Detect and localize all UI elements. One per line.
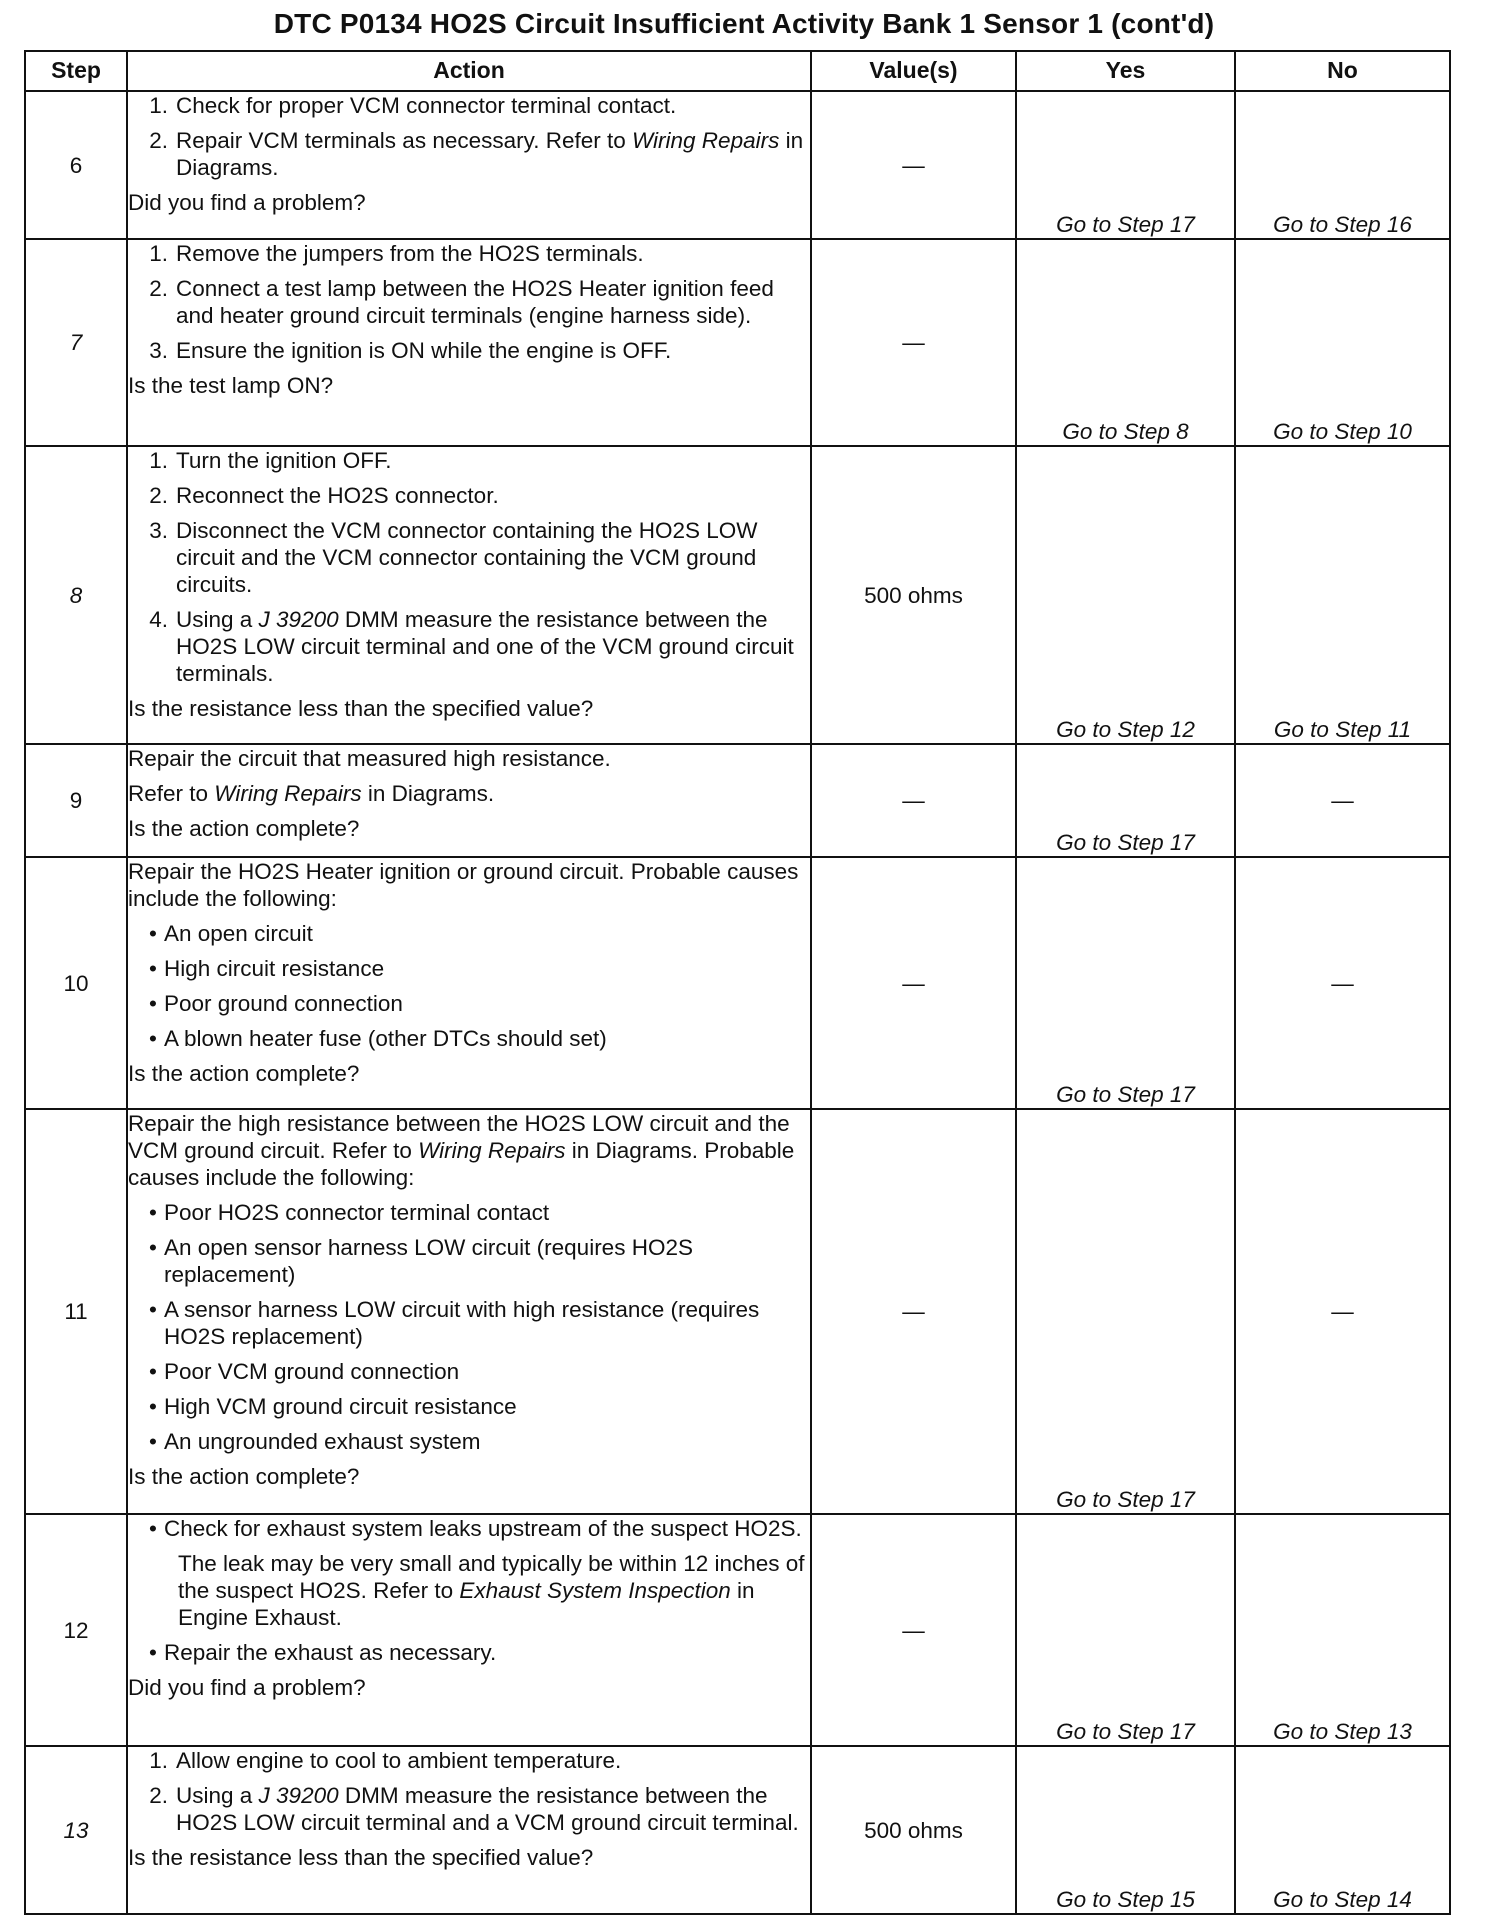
cause-item: Poor ground connection [164,991,403,1016]
list-marker: 3. [149,518,168,543]
no-cell: — [1235,1109,1450,1514]
value-cell: 500 ohms [811,446,1016,744]
value-cell: — [811,1514,1016,1746]
question-text: Is the action complete? [128,1464,360,1489]
no-cell: Go to Step 10 [1235,239,1450,446]
bullet: • [149,1297,157,1322]
reference-link: Wiring Repairs [214,781,362,806]
header-no: No [1235,51,1450,91]
cause-item: High VCM ground circuit resistance [164,1394,517,1419]
action-cell [127,239,811,446]
reference-link: Wiring Repairs [418,1138,566,1163]
cause-item: An open sensor harness LOW circuit (requires HO2S replacement) [164,1235,693,1287]
yes-cell: Go to Step 17 [1016,857,1235,1109]
action-text: Disconnect the VCM connector containing the HO2S LOW circuit and the VCM connector containing the VCM ground circuits. [176,518,758,597]
table-row-step-9 [25,744,1450,857]
action-text: Ensure the ignition is ON while the engine is OFF. [176,338,672,363]
step-number: 11 [25,1109,127,1514]
step-number: 12 [25,1514,127,1746]
cause-item: A blown heater fuse (other DTCs should set) [164,1026,607,1051]
yes-cell: Go to Step 17 [1016,744,1235,857]
table-row-step-12 [25,1514,1450,1746]
list-marker: 1. [149,93,168,118]
question-text: Is the resistance less than the specified value? [128,1845,594,1870]
cause-item: An ungrounded exhaust system [164,1429,481,1454]
tool-reference: J 39200 [258,607,339,632]
no-cell: Go to Step 13 [1235,1514,1450,1746]
table-header-row [25,51,1450,91]
yes-cell: Go to Step 17 [1016,1514,1235,1746]
no-cell: Go to Step 16 [1235,91,1450,239]
action-cell [127,446,811,744]
bullet: • [149,1394,157,1419]
action-cell [127,1514,811,1746]
bullet: • [149,1429,157,1454]
list-marker: 2. [149,128,168,153]
question-text: Is the resistance less than the specified value? [128,696,594,721]
bullet: • [149,991,157,1016]
action-text: Using a J 39200 DMM measure the resistance between the HO2S LOW circuit terminal and one of the VCM ground circuit terminals. [176,607,794,686]
header-values: Value(s) [811,51,1016,91]
bullet: • [149,1640,157,1665]
step-number: 9 [25,744,127,857]
yes-cell: Go to Step 12 [1016,446,1235,744]
bullet: • [149,1026,157,1051]
action-cell [127,1109,811,1514]
step-number: 6 [25,91,127,239]
action-text: Repair the high resistance between the HO2S LOW circuit and the VCM ground circuit. Refer to Wiring Repairs in Diagrams. Probable causes include the following: [128,1111,795,1190]
no-cell: — [1235,857,1450,1109]
value-cell: — [811,857,1016,1109]
question-text: Did you find a problem? [128,190,366,215]
bullet: • [149,956,157,981]
header-step: Step [25,51,127,91]
action-text: Check for exhaust system leaks upstream of the suspect HO2S. [164,1516,802,1541]
cause-item: High circuit resistance [164,956,385,981]
action-text: Repair VCM terminals as necessary. Refer to Wiring Repairs in Diagrams. [176,128,804,180]
action-text: Repair the HO2S Heater ignition or ground circuit. Probable causes include the following: [128,859,799,911]
action-text: The leak may be very small and typically be within 12 inches of the suspect HO2S. Refer to Exhaust System Inspection in Engine Exhaust. [178,1551,805,1630]
tool-reference: J 39200 [258,1783,339,1808]
list-marker: 1. [149,448,168,473]
question-text: Did you find a problem? [128,1675,366,1700]
bullet: • [149,1235,157,1260]
bullet: • [149,921,157,946]
cause-item: A sensor harness LOW circuit with high resistance (requires HO2S replacement) [164,1297,760,1349]
cause-item: An open circuit [164,921,313,946]
question-text: Is the action complete? [128,816,360,841]
list-marker: 2. [149,483,168,508]
action-text: Connect a test lamp between the HO2S Heater ignition feed and heater ground circuit terminals (engine harness side). [176,276,774,328]
yes-cell: Go to Step 17 [1016,1109,1235,1514]
table-row-step-6 [25,91,1450,239]
cause-item: Poor HO2S connector terminal contact [164,1200,550,1225]
value-cell: — [811,91,1016,239]
question-text: Is the test lamp ON? [128,373,334,398]
yes-cell: Go to Step 8 [1016,239,1235,446]
table-row-step-8 [25,446,1450,744]
bullet: • [149,1516,157,1541]
bullet: • [149,1359,157,1384]
value-cell: 500 ohms [811,1746,1016,1914]
no-cell: — [1235,744,1450,857]
action-cell [127,744,811,857]
action-text: Repair the circuit that measured high resistance. [128,746,611,771]
yes-cell: Go to Step 15 [1016,1746,1235,1914]
list-marker: 2. [149,276,168,301]
action-cell [127,91,811,239]
header-yes: Yes [1016,51,1235,91]
table-row-step-7 [25,239,1450,446]
action-text: Turn the ignition OFF. [176,448,392,473]
action-text: Refer to Wiring Repairs in Diagrams. [128,781,495,806]
yes-cell: Go to Step 17 [1016,91,1235,239]
value-cell: — [811,1109,1016,1514]
step-number: 7 [25,239,127,446]
action-text: Reconnect the HO2S connector. [176,483,499,508]
step-number: 8 [25,446,127,744]
action-text: Using a J 39200 DMM measure the resistance between the HO2S LOW circuit terminal and a VCM ground circuit terminal. [176,1783,799,1835]
reference-link: Wiring Repairs [632,128,780,153]
page-title: DTC P0134 HO2S Circuit Insufficient Activity Bank 1 Sensor 1 (cont'd) [273,8,1215,39]
list-marker: 4. [149,607,168,632]
list-marker: 3. [149,338,168,363]
no-cell: Go to Step 14 [1235,1746,1450,1914]
bullet: • [149,1200,157,1225]
action-text: Check for proper VCM connector terminal contact. [176,93,677,118]
step-number: 13 [25,1746,127,1914]
value-cell: — [811,744,1016,857]
reference-link: Exhaust System Inspection [459,1578,731,1603]
action-text: Remove the jumpers from the HO2S terminals. [176,241,644,266]
list-marker: 2. [149,1783,168,1808]
list-marker: 1. [149,1748,168,1773]
header-action: Action [127,51,811,91]
diagnostic-table [24,50,1451,1915]
action-cell [127,1746,811,1914]
list-marker: 1. [149,241,168,266]
table-row-step-11 [25,1109,1450,1514]
step-number: 10 [25,857,127,1109]
action-cell [127,857,811,1109]
cause-item: Poor VCM ground connection [164,1359,460,1384]
table-row-step-13 [25,1746,1450,1914]
question-text: Is the action complete? [128,1061,360,1086]
no-cell: Go to Step 11 [1235,446,1450,744]
action-text: Repair the exhaust as necessary. [164,1640,497,1665]
action-text: Allow engine to cool to ambient temperature. [176,1748,622,1773]
value-cell: — [811,239,1016,446]
table-row-step-10 [25,857,1450,1109]
